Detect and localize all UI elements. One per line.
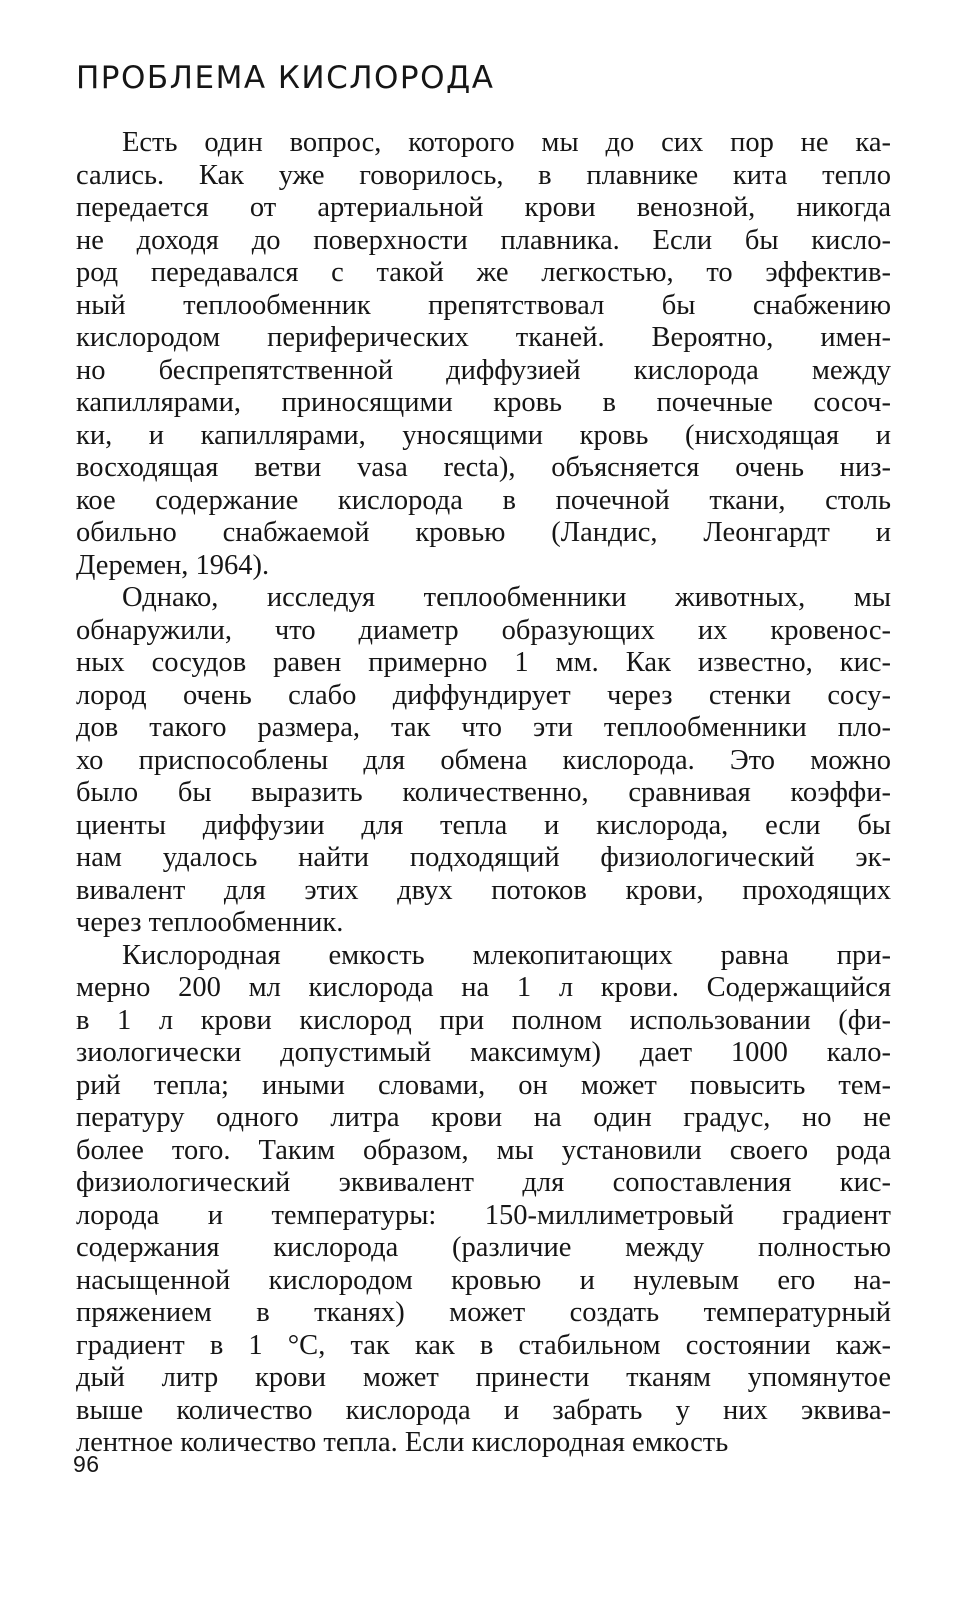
text-line: насыщенной кислородом кровью и нулевым его на-: [76, 1264, 891, 1296]
text-line: обнаружили, что диаметр образующих их кровенос-: [76, 614, 891, 646]
page-number: 96: [73, 1451, 100, 1477]
text-line: рий тепла; иными словами, он может повысить тем-: [76, 1069, 891, 1101]
text-line: пряжением в тканях) может создать температурный: [76, 1297, 891, 1328]
text-line: лород очень слабо диффундирует через стенки сосу-: [76, 679, 891, 711]
text-line: капиллярами, приносящими кровь в почечные сосоч-: [76, 387, 891, 418]
body-text: [76, 127, 891, 1460]
text-line: хо приспособлены для обмена кислорода. Это можно: [76, 744, 891, 776]
text-line: выше количество кислорода и забрать у них эквива-: [76, 1394, 891, 1426]
text-line: род передавался с такой же легкостью, то эффектив-: [76, 257, 891, 288]
text-line: дый литр крови может принести тканям упомянутое: [76, 1362, 891, 1393]
text-line: передается от артериальной крови венозной, никогда: [76, 192, 891, 223]
paragraph-3: [76, 940, 891, 1460]
paragraph-1: [76, 127, 891, 582]
paragraph-2: [76, 582, 891, 940]
text-line: содержания кислорода (различие между полностью: [76, 1232, 891, 1263]
text-line: Кислородная емкость млекопитающих равна при-: [122, 939, 891, 971]
text-line: было бы выразить количественно, сравнивая коэффи-: [76, 777, 891, 808]
text-line: Однако, исследуя теплообменники животных, мы: [122, 582, 891, 613]
text-line: дов такого размера, так что эти теплообменники пло-: [76, 712, 891, 743]
text-line: зиологически допустимый максимум) дает 1000 кало-: [76, 1037, 891, 1068]
text-line: в 1 л крови кислород при полном использовании (фи-: [76, 1004, 891, 1036]
text-line: обильно снабжаемой кровью (Ландис, Леонгардт и: [76, 517, 891, 548]
text-line: лорода и температуры: 150-миллиметровый градиент: [76, 1199, 891, 1231]
text-line: Есть один вопрос, которого мы до сих пор не ка-: [122, 127, 891, 158]
text-line: градиент в 1 °С, так как в стабильном состоянии каж-: [76, 1329, 891, 1361]
text-line: не доходя до поверхности плавника. Если бы кисло-: [76, 224, 891, 256]
text-line: вивалент для этих двух потоков крови, проходящих: [76, 874, 891, 906]
text-line: кислородом периферических тканей. Вероятно, имен-: [76, 322, 891, 353]
text-line: кое содержание кислорода в почечной ткани, столь: [76, 484, 891, 516]
text-line: через теплообменник.: [76, 907, 344, 938]
text-line: восходящая ветви vasa recta), объясняется очень низ-: [76, 452, 891, 483]
text-line: лентное количество тепла. Если кислородная емкость: [76, 1427, 729, 1458]
text-line: циенты диффузии для тепла и кислорода, если бы: [76, 809, 891, 841]
text-line: сались. Как уже говорилось, в плавнике кита тепло: [76, 159, 891, 191]
text-line: мерно 200 мл кислорода на 1 л крови. Содержащийся: [76, 972, 891, 1003]
text-line: ный теплообменник препятствовал бы снабжению: [76, 289, 891, 321]
text-line: нам удалось найти подходящий физиологический эк-: [76, 842, 891, 873]
text-line: Деремен, 1964).: [76, 549, 270, 581]
text-line: более того. Таким образом, мы установили своего рода: [76, 1134, 891, 1166]
text-line: ных сосудов равен примерно 1 мм. Как известно, кис-: [76, 647, 891, 678]
text-line: но беспрепятственной диффузией кислорода между: [76, 354, 891, 386]
section-heading: ПРОБЛЕМА КИСЛОРОДА: [76, 60, 495, 96]
text-line: ки, и капиллярами, уносящими кровь (нисходящая и: [76, 419, 891, 451]
text-line: пературу одного литра крови на один градус, но не: [76, 1102, 891, 1133]
text-line: физиологический эквивалент для сопоставления кис-: [76, 1167, 891, 1198]
